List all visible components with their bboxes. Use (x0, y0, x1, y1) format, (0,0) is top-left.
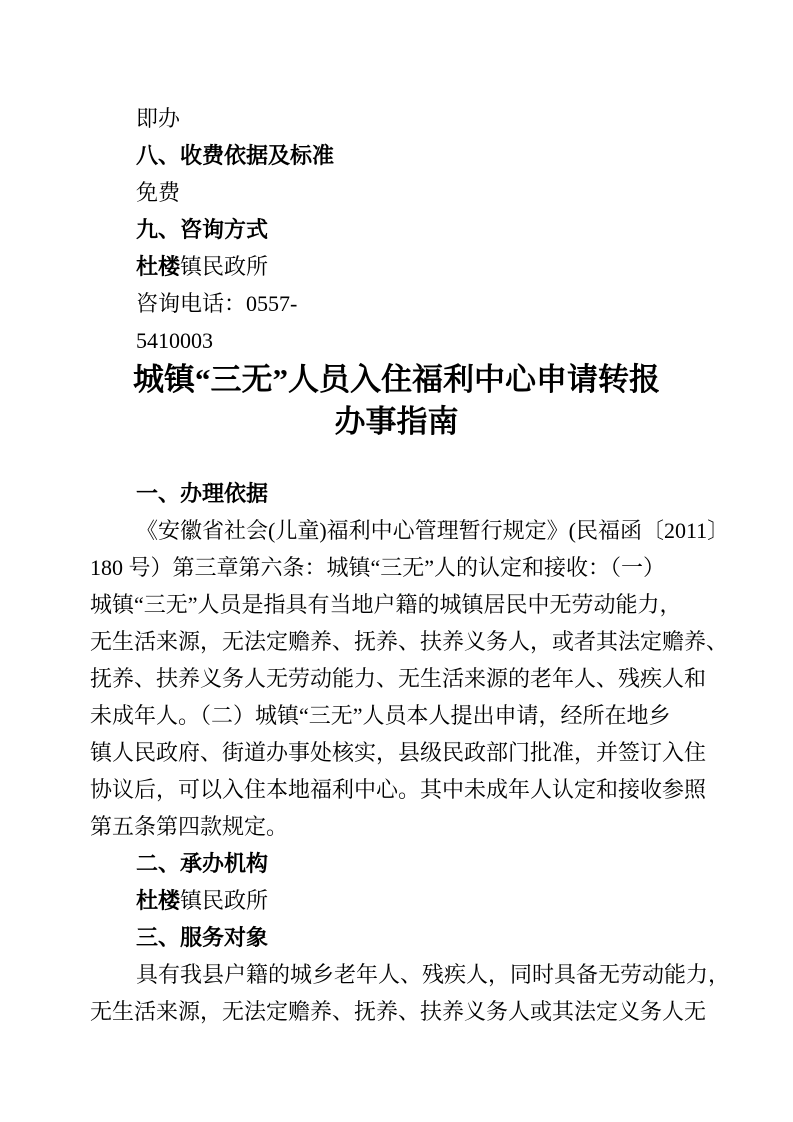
paragraph-line: 镇人民政府、街道办事处核实，县级民政部门批准，并签订入住 (90, 740, 707, 765)
office-name-bold-part: 杜楼 (136, 254, 181, 279)
paragraph-line: 180 号）第三章第六条：城镇“三无”人的认定和接收：（一） (90, 555, 666, 580)
document-title (90, 359, 703, 443)
phone-line-2: 5410003 (136, 328, 213, 353)
document-title-line-2: 办事指南 (334, 404, 459, 439)
section-heading-agency: 二、承办机构 (136, 851, 269, 876)
title-spacer (90, 443, 703, 475)
section-heading-targets: 三、服务对象 (136, 925, 269, 950)
paragraph-line: 抚养、扶养义务人无劳动能力、无生活来源的老年人、残疾人和 (90, 666, 707, 691)
office-name-line (90, 248, 703, 285)
paragraph-line: 具有我县户籍的城乡老年人、残疾人，同时具备无劳动能力， (136, 962, 731, 987)
paragraph-line: 第五条第四款规定。 (90, 814, 289, 839)
paragraph-line: 无生活来源，无法定赡养、抚养、扶养义务人或其法定义务人无 (90, 999, 707, 1024)
paragraph-line: 城镇“三无”人员是指具有当地户籍的城镇居民中无劳动能力， (90, 592, 682, 617)
paragraph-line: 协议后，可以入住本地福利中心。其中未成年人认定和接收参照 (90, 777, 707, 802)
paragraph-line: 《安徽省社会(儿童)福利中心管理暂行规定》(民福函〔2011〕 (136, 518, 730, 543)
office-name-rest-part: 镇民政所 (180, 254, 269, 279)
office-name-bold-part-2: 杜楼 (136, 888, 181, 913)
section-heading-basis: 一、办理依据 (136, 481, 269, 506)
paragraph-line: 无生活来源，无法定赡养、抚养、扶养义务人，或者其法定赡养、 (90, 629, 729, 654)
section-heading-consultation: 九、咨询方式 (136, 217, 269, 242)
text-line-immediate: 即办 (136, 106, 181, 131)
document-title-line-1: 城镇“三无”人员入住福利中心申请转报 (133, 362, 660, 397)
office-name-line-2 (90, 882, 703, 919)
section-heading-fees: 八、收费依据及标准 (136, 143, 335, 168)
office-name-rest-part-2: 镇民政所 (180, 888, 269, 913)
text-line-free: 免费 (136, 180, 181, 205)
paragraph-line: 未成年人。（二）城镇“三无”人员本人提出申请，经所在地乡 (90, 703, 671, 728)
phone-line-1: 咨询电话：0557- (136, 291, 298, 316)
